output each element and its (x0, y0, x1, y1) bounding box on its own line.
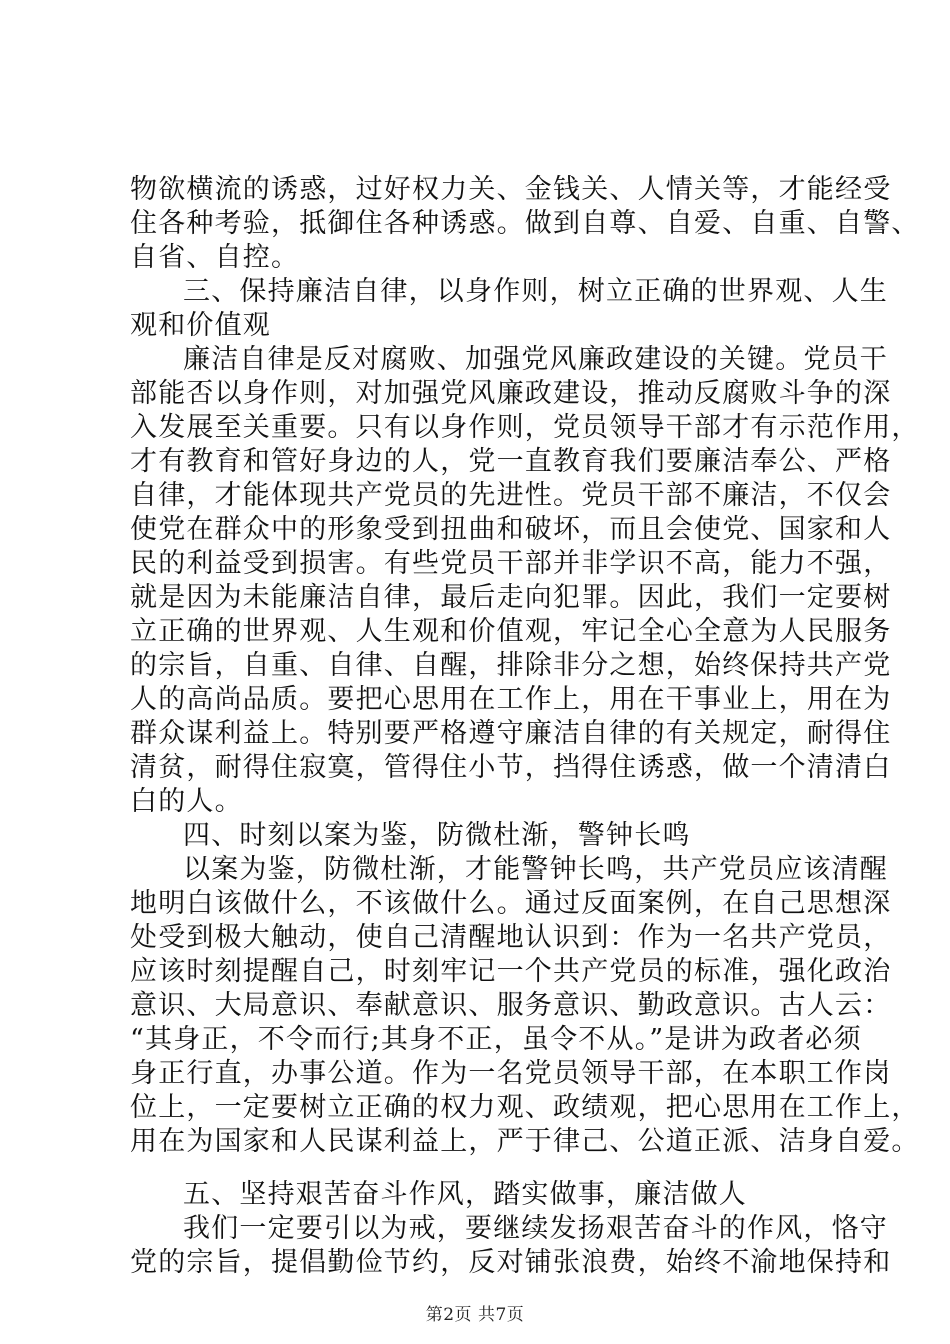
body-line-12: 民的利益受到损害。有些党员干部并非学识不高，能力不强， (130, 548, 892, 579)
body-line-22: 地明白该做什么，不该做什么。通过反面案例，在自己思想深 (130, 888, 892, 919)
body-line-31: 我们一定要引以为戒，要继续发扬艰苦奋斗的作风，恪守 (183, 1213, 888, 1244)
body-line-29: 用在为国家和人民谋利益上，严于律己、公道正派、洁身自爱。 (130, 1126, 920, 1157)
body-line-24: 应该时刻提醒自己，时刻牢记一个共产党员的标准，强化政治 (130, 956, 892, 987)
body-line-1: 物欲横流的诱惑，过好权力关、金钱关、人情关等，才能经受 (130, 174, 892, 205)
body-line-32: 党的宗旨，提倡勤俭节约，反对铺张浪费，始终不渝地保持和 (130, 1247, 892, 1278)
body-line-6: 廉洁自律是反对腐败、加强党风廉政建设的关键。党员干 (183, 344, 888, 375)
body-line-27: 身正行直，办事公道。作为一名党员领导干部，在本职工作岗 (130, 1058, 892, 1089)
section-heading-5: 五、坚持艰苦奋斗作风，踏实做事，廉洁做人 (183, 1179, 747, 1210)
body-line-10: 自律，才能体现共产党员的先进性。党员干部不廉洁，不仅会 (130, 480, 892, 511)
body-line-25: 意识、大局意识、奉献意识、服务意识、勤政意识。古人云： (130, 990, 892, 1021)
page-number-footer: 第2页 共7页 (425, 1305, 525, 1325)
body-line-21: 以案为鉴，防微杜渐，才能警钟长鸣，共产党员应该清醒 (183, 854, 888, 885)
body-line-13: 就是因为未能廉洁自律，最后走向犯罪。因此，我们一定要树 (130, 582, 892, 613)
body-line-23: 处受到极大触动，使自己清醒地认识到：作为一名共产党员， (130, 922, 892, 953)
body-line-28: 位上，一定要树立正确的权力观、政绩观，把心思用在工作上， (130, 1092, 920, 1123)
section-heading-3: 三、保持廉洁自律，以身作则，树立正确的世界观、人生 (183, 276, 888, 307)
body-line-9: 才有教育和管好身边的人，党一直教育我们要廉洁奉公、严格 (130, 446, 892, 477)
body-line-11: 使党在群众中的形象受到扭曲和破坏，而且会使党、国家和人 (130, 514, 892, 545)
body-line-14: 立正确的世界观、人生观和价值观，牢记全心全意为人民服务 (130, 616, 892, 647)
body-line-15: 的宗旨，自重、自律、自醒，排除非分之想，始终保持共产党 (130, 650, 892, 681)
body-line-2: 住各种考验，抵御住各种诱惑。做到自尊、自爱、自重、自警、 (130, 208, 920, 239)
section-heading-4: 四、时刻以案为鉴，防微杜渐，警钟长鸣 (183, 820, 691, 851)
body-line-17: 群众谋利益上。特别要严格遵守廉洁自律的有关规定，耐得住 (130, 718, 892, 749)
body-line-7: 部能否以身作则，对加强党风廉政建设，推动反腐败斗争的深 (130, 378, 892, 409)
body-line-19: 白的人。 (130, 786, 243, 817)
body-line-16: 人的高尚品质。要把心思用在工作上，用在干事业上，用在为 (130, 684, 892, 715)
body-line-3: 自省、自控。 (130, 242, 300, 273)
body-line-26: “其身正，不令而行;其身不正，虽令不从。”是讲为政者必须 (130, 1024, 862, 1055)
section-heading-3-cont: 观和价值观 (130, 310, 271, 341)
body-line-8: 入发展至关重要。只有以身作则，党员领导干部才有示范作用， (130, 412, 920, 443)
body-line-18: 清贫，耐得住寂寞，管得住小节，挡得住诱惑，做一个清清白 (130, 752, 892, 783)
